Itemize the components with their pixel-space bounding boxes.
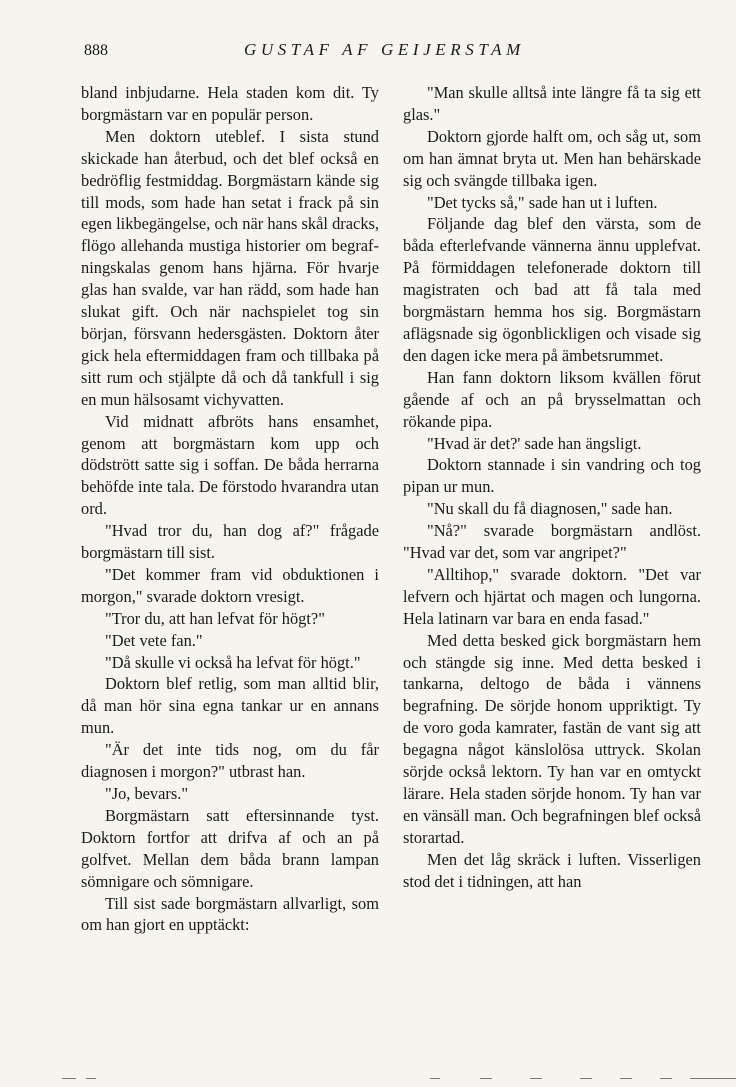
paragraph: Till sist sade borgmästarn allvarligt, som om han gjort en upptäckt:: [81, 893, 379, 935]
page-header: [84, 40, 706, 64]
paragraph: "Hvad tror du, han dog af?" frågade borgmästarn till sist.: [81, 521, 379, 563]
paragraph: "Det tycks så," sade han ut i luften.: [427, 192, 658, 212]
paragraph: "Man skulle alltså inte längre få ta sig ett glas.": [403, 83, 701, 124]
page-number: 888: [84, 42, 108, 59]
paragraph: "Nå?" svarade borgmästarn andlöst. "Hvad var det, som var angripet?": [403, 521, 701, 563]
paragraph: Doktorn gjorde halft om, och såg ut, som om han ämnat bryta ut. Men han behärskade sig och svängde tillbaka igen.: [403, 126, 701, 190]
paragraph: "Nu skall du få diagnosen," sade han.: [427, 499, 673, 519]
running-head: GUSTAF AF GEIJERSTAM: [244, 40, 525, 59]
paragraph: Vid midnatt afbröts hans ensamhet, genom att borgmästarn kom upp och dödstrött satte sig i soffan. De båda herrarna behöfde inte tala. De förstodo hvarandra utan ord.: [81, 411, 379, 519]
right-text-column: [403, 82, 701, 893]
paragraph: "Det kommer fram vid obduktionen i morgon," svarade doktorn vresigt.: [81, 564, 379, 606]
paragraph: Men doktorn uteblef. I sista stund skickade han återbud, och det blef också en bedröflig festmiddag. Borgmästarn kände sig till mods, som hade han setat i frack på sin egen likbegängelse, och när hans skål dracks, flögo allehanda mustiga historier om begrafningskalas genom hans hjärna. För hvarje glas han svalde, var han rädd, som hade han slukat gift. Och när nachspielet tog sin början, försvann hedersgästen. Doktorn åter gick hela eftermiddagen fram och tillbaka på sitt rum och stjälpte då och då tankfull i sig en mun hälsosamt vichyvatten.: [81, 126, 379, 409]
paragraph: Borgmästarn satt eftersinnande tyst. Doktorn fortfor att drifva af och an på golfvet. Mellan dem båda brann lampan sömnigare och sömnigare.: [81, 805, 379, 891]
paragraph: "Hvad är det?' sade han ängsligt.: [427, 433, 642, 453]
paragraph: "Det vete fan.": [105, 630, 203, 650]
paragraph: "Då skulle vi också ha lefvat för högt.": [105, 652, 361, 672]
paragraph: "Är det inte tids nog, om du får diagnosen i morgon?" utbrast han.: [81, 740, 379, 782]
paragraph: Med detta besked gick borgmästarn hem och stängde sig inne. Med detta besked i tankarna, deltogo de båda i vännens begrafning. De sörjde honom uppriktigt. Ty de voro goda kamrater, fastän de vant sig att begagna något känslolösa uttryck. Skolan sörjde också lektorn. Ty han var en omtyckt lärare. Hela staden sörjde honom. Ty han var en vänsäll man. Och begrafningen blef också storartad.: [403, 630, 701, 847]
paragraph: "Alltihop," svarade doktorn. "Det var lefvern och hjärtat och magen och lungorna. Hela latinarn var bara en enda fasad.": [403, 564, 701, 628]
left-text-column: [81, 82, 379, 936]
paragraph: Men det låg skräck i luften. Visserligen stod det i tidningen, att han: [403, 849, 701, 891]
paragraph: bland inbjudarne. Hela staden kom dit. Ty borgmästarn var en populär person.: [81, 83, 379, 124]
paragraph: "Tror du, att han lefvat för högt?": [105, 608, 325, 628]
page-bottom-smudges: [60, 1073, 726, 1079]
paragraph: Han fann doktorn liksom kvällen förut gående af och an på brysselmattan och rökande pipa.: [403, 367, 701, 431]
paragraph: "Jo, bevars.": [105, 784, 189, 803]
paragraph: Doktorn blef retlig, som man alltid blir, då man hör sina egna tankar ur en annans mun.: [81, 674, 379, 738]
paragraph: Följande dag blef den värsta, som de båda efterlefvande vännerna ännu upplefvat. På förmiddagen telefonerade doktorn till magistraten och bad att få tala med borgmästarn hemma hos sig. Borgmästarn aflägsnade sig ögonblickligen och visade sig den dagen icke mera på ämbetsrummet.: [403, 214, 701, 365]
paragraph: Doktorn stannade i sin vandring och tog pipan ur mun.: [403, 455, 701, 497]
